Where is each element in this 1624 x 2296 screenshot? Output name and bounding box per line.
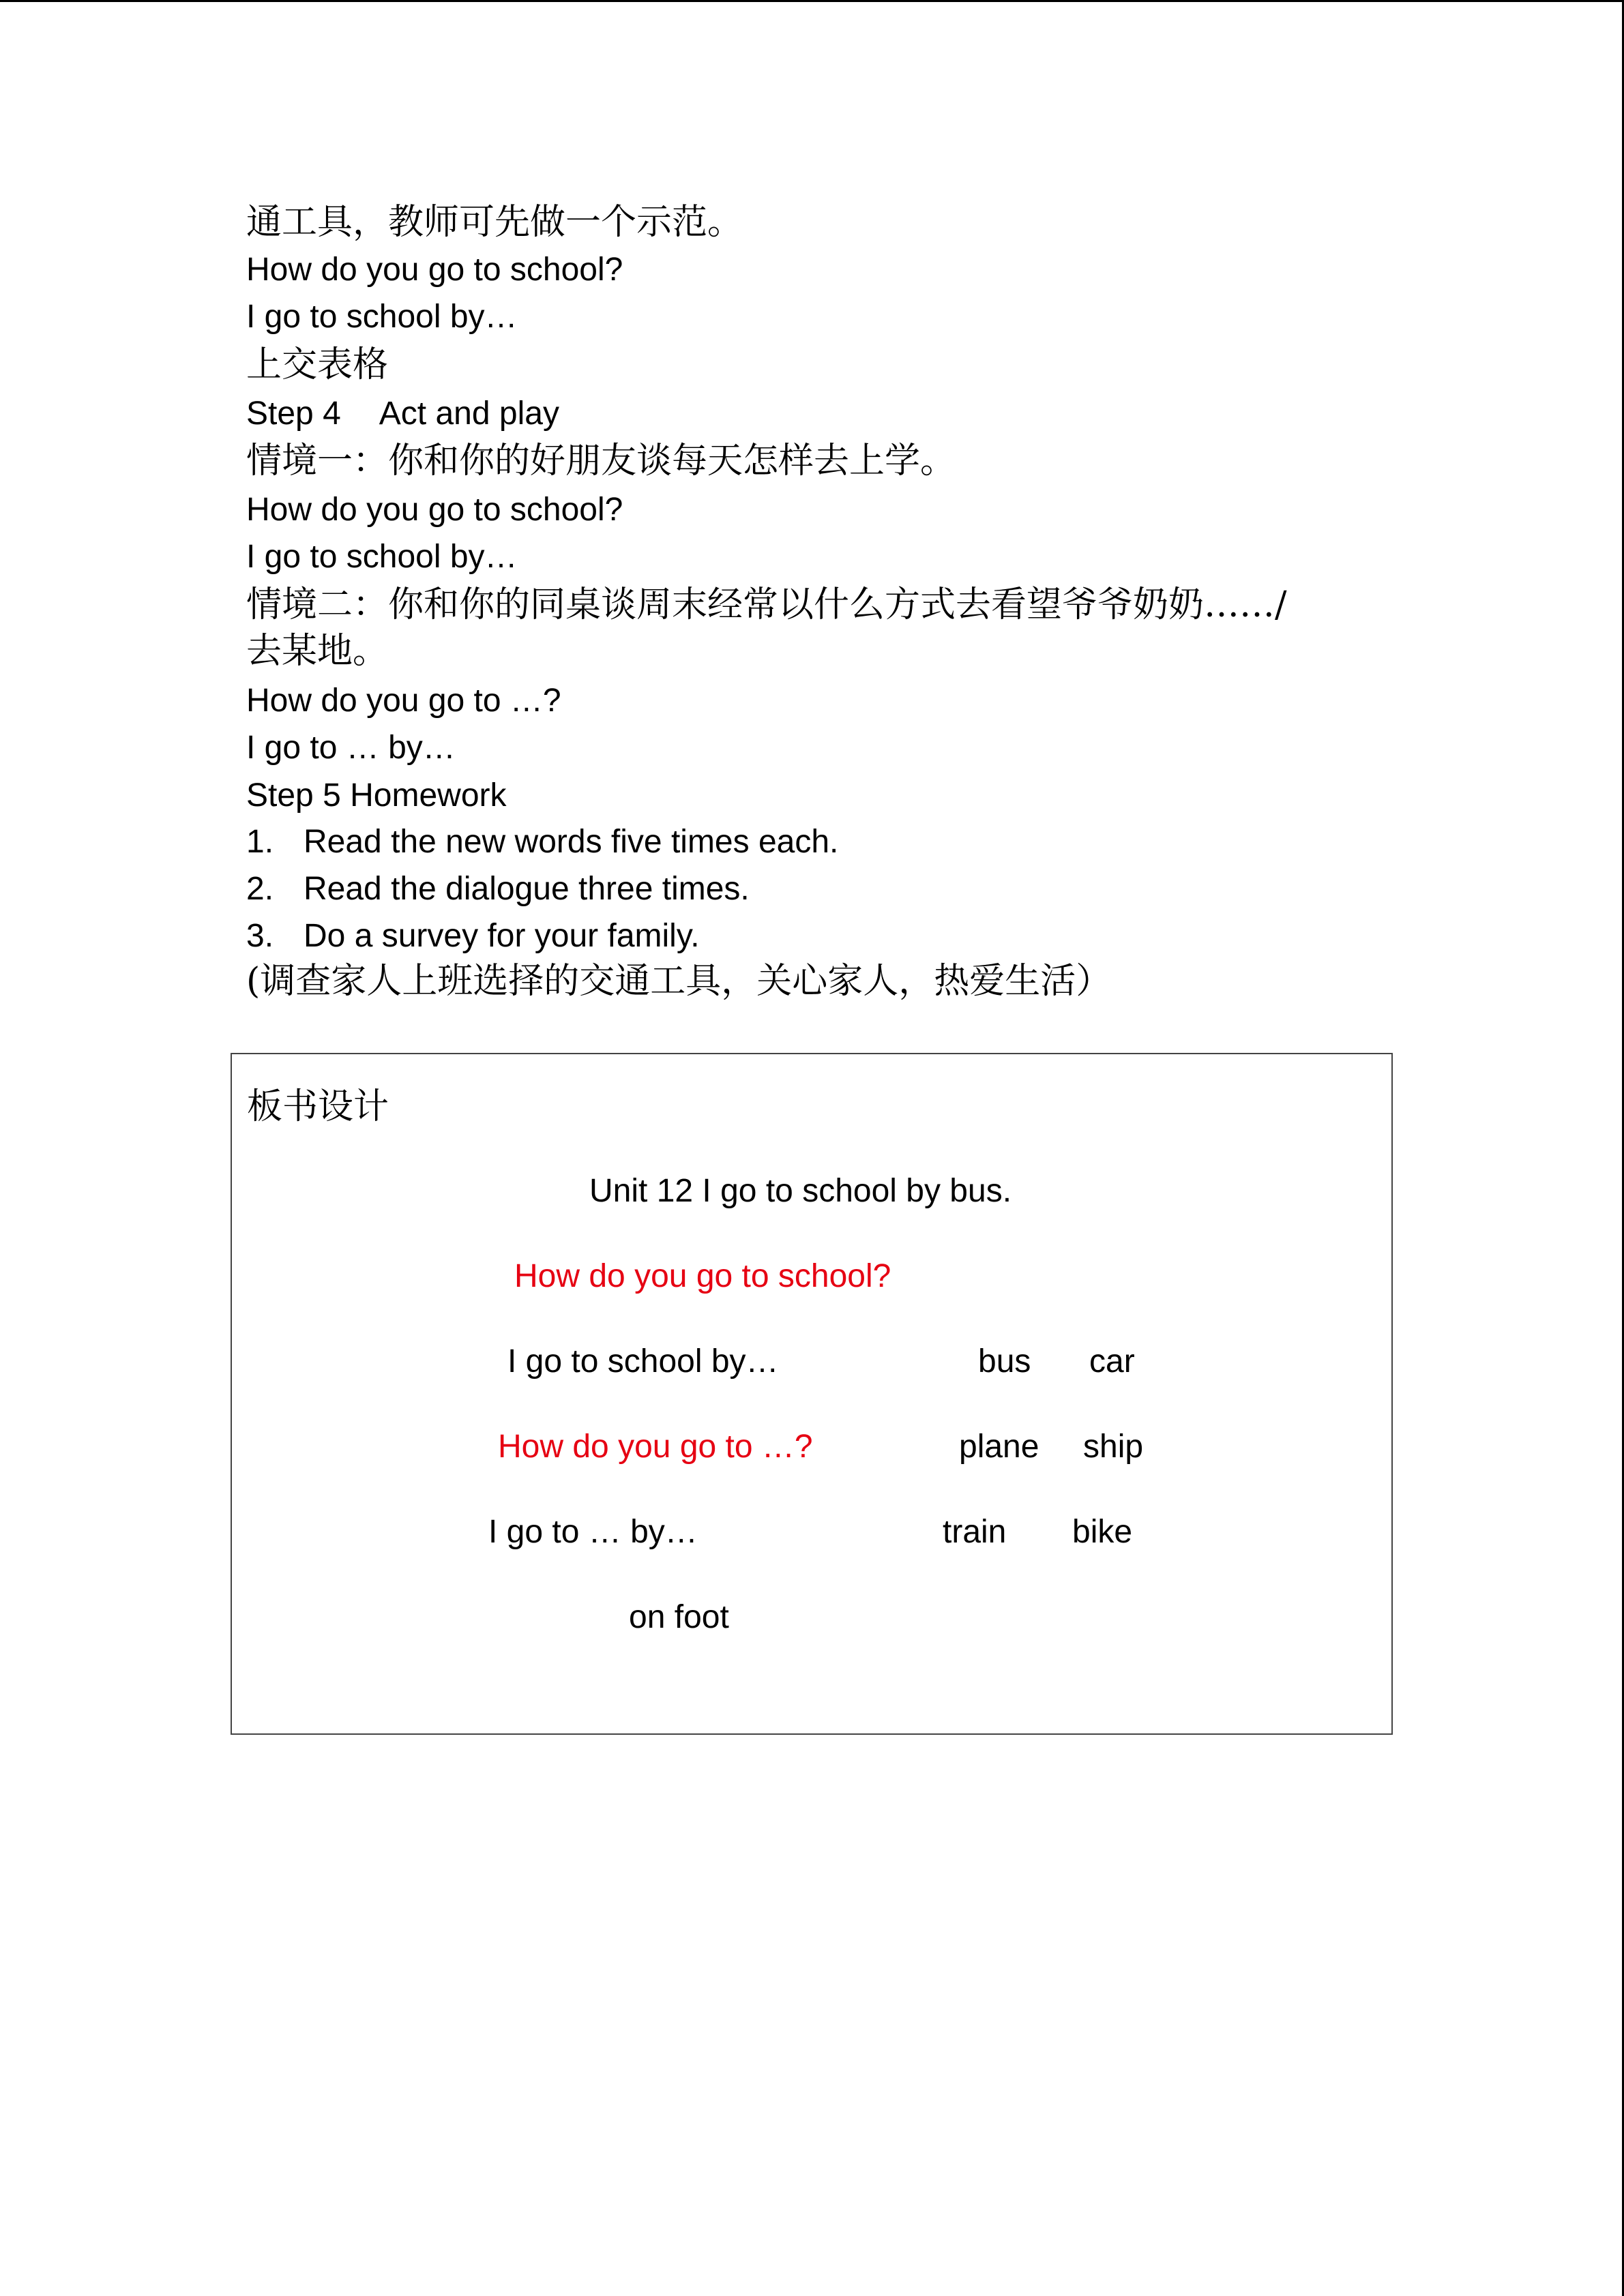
- scenario-one-question: How do you go to school?: [246, 492, 623, 528]
- text-line-submit-form: 上交表格: [246, 344, 389, 385]
- step-4-title: Act and play: [379, 396, 559, 432]
- top-border-line: [0, 0, 1624, 2]
- blackboard-design-box: [231, 1053, 1393, 1735]
- step-5-heading: Step 5 Homework: [246, 777, 507, 814]
- board-word-train: train: [943, 1514, 1007, 1550]
- homework-item: [246, 912, 700, 960]
- board-answer-1: I go to school by…: [507, 1343, 779, 1380]
- homework-number: 3.: [246, 918, 274, 954]
- text-line-intro: 通工具，教师可先做一个示范。: [246, 202, 743, 243]
- board-word-ship: ship: [1083, 1429, 1144, 1465]
- scenario-two-question: How do you go to …?: [246, 683, 561, 719]
- board-title: Unit 12 I go to school by bus.: [589, 1173, 1012, 1209]
- board-word-plane: plane: [959, 1429, 1039, 1465]
- board-question-2: How do you go to …?: [498, 1429, 813, 1465]
- homework-note: (调查家人上班选择的交通工具，关心家人，热爱生活）: [246, 961, 1112, 1002]
- board-word-on-foot: on foot: [629, 1599, 729, 1635]
- homework-number: 2.: [246, 871, 274, 907]
- board-heading: 板书设计: [247, 1086, 389, 1127]
- board-word-bike: bike: [1072, 1514, 1133, 1550]
- homework-text: Read the new words five times each.: [304, 824, 839, 860]
- step-4-label: Step 4: [246, 396, 341, 432]
- board-answer-2: I go to … by…: [488, 1514, 698, 1550]
- homework-text: Do a survey for your family.: [304, 918, 700, 954]
- board-question-1: How do you go to school?: [514, 1258, 891, 1294]
- scenario-one: 情境一：你和你的好朋友谈每天怎样去上学。: [246, 441, 956, 481]
- scenario-two-answer: I go to … by…: [246, 730, 456, 766]
- homework-text: Read the dialogue three times.: [304, 871, 750, 907]
- board-word-car: car: [1089, 1343, 1135, 1380]
- text-line-question: How do you go to school?: [246, 252, 623, 288]
- scenario-one-answer: I go to school by…: [246, 539, 518, 575]
- step-4-heading: [246, 390, 559, 438]
- homework-item: [246, 865, 750, 913]
- text-line-answer: I go to school by…: [246, 299, 518, 335]
- homework-number: 1.: [246, 824, 274, 860]
- board-word-bus: bus: [978, 1343, 1031, 1380]
- scenario-two-continued: 去某地。: [246, 631, 389, 672]
- scenario-two: 情境二：你和你的同桌谈周末经常以什么方式去看望爷爷奶奶……/: [246, 584, 1287, 625]
- homework-item: [246, 818, 838, 866]
